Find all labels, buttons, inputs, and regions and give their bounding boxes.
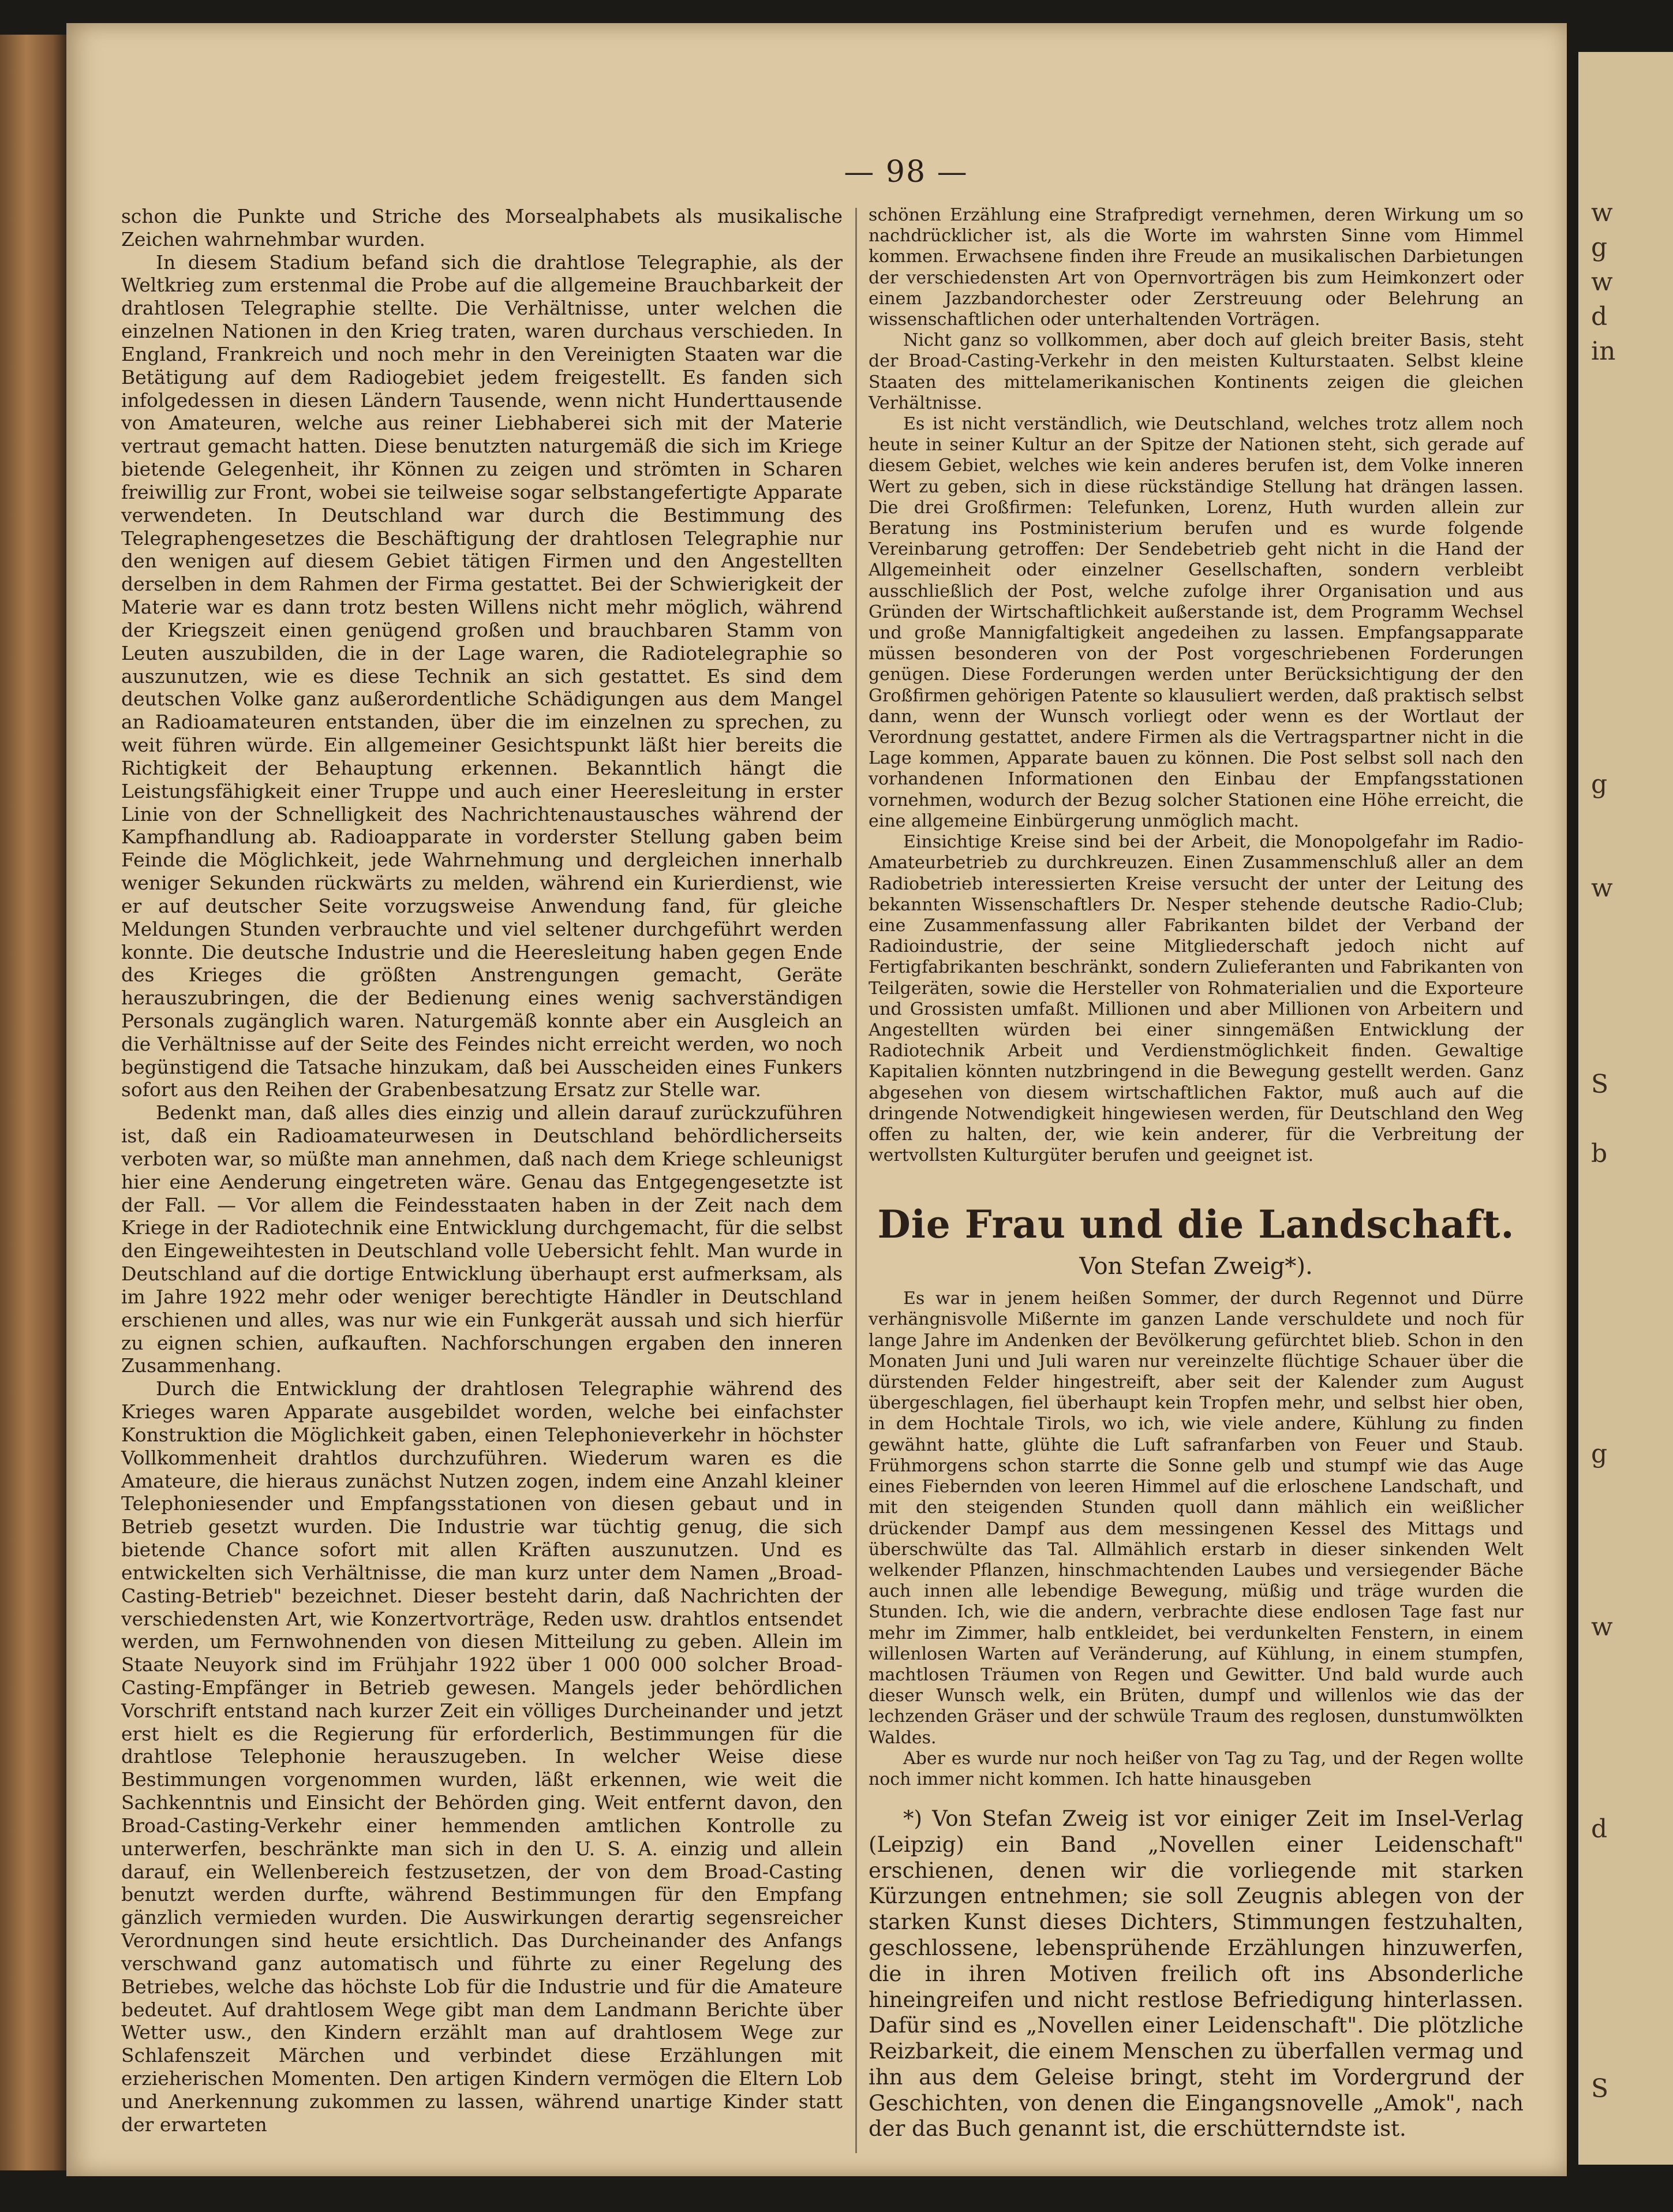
facing-page-fragment: g bbox=[1591, 769, 1608, 799]
article-paragraph: In diesem Stadium befand sich die drahtlose Telegraphie, als der Weltkrieg zum erstenmal die Probe auf die allgemeine Brauchbarkeit der drahtlosen Telegraphie stellte. Die Verhältnisse, unter welchen die einzelnen Nationen in den Krieg traten, waren durchaus verschieden. In England, Frankreich und noch mehr in den Vereinigten Staaten war die Betätigung auf dem Radiogebiet jedem freigestellt. Es fanden sich infolgedessen in diesen Ländern Tausende, wenn nicht Hunderttausende von Amateuren, welche aus reiner Liebhaberei sich mit der Materie vertraut gemacht hatten. Diese benutzten naturgemäß die sich im Kriege bietende Gelegenheit, ihr Können zu zeigen und strömten in Scharen freiwillig zur Front, wobei sie teilweise sogar selbstangefertigte Apparate verwendeten. In Deutschland war durch die Bestimmung des Telegraphengesetzes die Beschäftigung der drahtlosen Telegraphie nur den wenigen auf diesem Gebiet tätigen Firmen und den Angestellten derselben in dem Rahmen der Firma gestattet. Bei der Schwierigkeit der Materie war es dann trotz besten Willens nicht mehr möglich, während der Kriegszeit einen genügend großen und brauchbaren Stamm von Leuten auszubilden, die in der Lage waren, die Radiotelegraphie so auszunutzen, wie es diese Technik an sich gestattet. Es sind dem deutschen Volke ganz außerordentliche Schädigungen aus dem Mangel an Radioamateuren entstanden, über die im einzelnen zu sprechen, zu weit führen würde. Ein allgemeiner Gesichtspunkt läßt hier bereits die Richtigkeit der Behauptung erkennen. Bekanntlich hängt die Leistungsfähigkeit einer Truppe und auch einer Heeresleitung in erster Linie von der Schnelligkeit des Nachrichtenaustausches während der Kampfhandlung ab. Radioapparate in vorderster Stellung gaben beim Feinde die Möglichkeit, jede Wahrnehmung und dergleichen innerhalb weniger Sekunden rückwärts zu melden, während ein Kurierdienst, wie er auf deutscher Seite vorzugsweise Anwendung fand, für gleiche Meldungen Stunden verbrauchte und viel seltener durchgeführt werden konnte. Die deutsche Industrie und die Heeresleitung haben gegen Ende des Krieges die größten Anstrengungen gemacht, Geräte herauszubringen, die der Bedienung eines wenig sachverständigen Personals zugänglich waren. Naturgemäß konnte aber ein Ausgleich an die Verhältnisse auf der Seite des Feindes nicht erreicht werden, wo noch begünstigend die Tatsache hinzukam, daß bei Ausscheiden eines Funkers sofort aus den Reihen der Grabenbesatzung Ersatz zur Stelle war. bbox=[121, 251, 843, 1101]
article-paragraph: Bedenkt man, daß alles dies einzig und allein darauf zurückzuführen ist, daß ein Radioamateurwesen in Deutschland behördlicherseits verboten war, so müßte man annehmen, daß nach dem Kriege schleunigst hier eine Aenderung eingetreten wäre. Genau das Entgegengesetzte ist der Fall. — Vor allem die Feindesstaaten haben in der Zeit nach dem Kriege in der Radiotechnik eine Entwicklung durchgemacht, für die selbst den Eingeweihtesten in Deutschland volle Uebersicht fehlt. Man wurde in Deutschland auf die dortige Entwicklung überhaupt erst aufmerksam, als im Jahre 1922 mehr oder weniger berechtigte Händler in Deutschland erschienen und alles, was nur wie ein Funkgerät aussah und sich hierfür zu eignen schien, aufkauften. Nachforschungen ergaben den inneren Zusammenhang. bbox=[121, 1101, 843, 1377]
book-spine bbox=[0, 35, 66, 2170]
facing-page-fragment: b bbox=[1591, 1139, 1608, 1168]
footnote-separator bbox=[869, 1790, 1524, 1806]
facing-page-fragment: w bbox=[1591, 267, 1613, 297]
facing-page-fragment: S bbox=[1591, 1070, 1609, 1099]
footnote: *) Von Stefan Zweig ist vor einiger Zeit im Insel-Verlag (Leipzig) ein Band „Novellen einer Leidenschaft" erschienen, denen wir die vorliegende mit starken Kürzungen entnehmen; sie soll Zeugnis ablegen von der starken Kunst dieses Dichters, Stimmungen festzuhalten, geschlossene, lebensprühende Erzählungen hinzuwerfen, die in ihren Motiven freilich oft ins Absonderliche hineingreifen und nicht restlose Befriedigung hinterlassen. Dafür sind es „Novellen einer Leidenschaft". Die plötzliche Reizbarkeit, die einem Menschen zu überfallen vermag und ihn aus dem Geleise bringt, steht im Vordergrund der Geschichten, von denen die Eingangsnovelle „Amok", nach der das Buch genannt ist, die erschütterndste ist. bbox=[869, 1806, 1524, 2142]
facing-page-fragment: d bbox=[1591, 302, 1608, 331]
article-paragraph: Nicht ganz so vollkommen, aber doch auf gleich breiter Basis, steht der Broad-Casting-Verkehr in den meisten Kulturstaaten. Selbst kleine Staaten des mittelamerikanischen Kontinents zeigen die gleichen Verhältnisse. bbox=[869, 330, 1524, 413]
facing-page-fragment: g bbox=[1591, 233, 1608, 262]
facing-page-fragment: S bbox=[1591, 2074, 1609, 2103]
column-rule bbox=[855, 208, 857, 2153]
right-column bbox=[869, 205, 1524, 2142]
story-paragraph: Aber es wurde nur noch heißer von Tag zu Tag, und der Regen wollte noch immer nicht kommen. Ich hatte hinausgeben bbox=[869, 1748, 1524, 1789]
article-paragraph: Einsichtige Kreise sind bei der Arbeit, die Monopolgefahr im Radio-Amateurbetrieb zu durchkreuzen. Einen Zusammenschluß aller an dem Radiobetrieb interessierten Kreise versucht der unter der Leitung des bekannten Wissenschaftlers Dr. Nesper stehende deutsche Radio-Club; eine Zusammenfassung aller Fabrikanten bildet der Verband der Radioindustrie, der seine Mitgliederschaft jedoch nicht auf Fertigfabrikanten beschränkt, sondern Zulieferanten und Fabrikanten von Teilgeräten, sowie die Hersteller von Rohmaterialien und die Exporteure und Grossisten umfaßt. Millionen und aber Millionen von Arbeitern und Angestellten würden bei einer sinngemäßen Entwicklung der Radiotechnik Arbeit und Verdienstmöglichkeit finden. Gewaltige Kapitalien könnten nutzbringend in die Bewegung gestellt werden. Ganz abgesehen von diesem wirtschaftlichen Faktor, muß auch auf die dringende Notwendigkeit hingewiesen werden, für Deutschland den Weg offen zu halten, der, wie kein anderer, für die Verbreitung der wertvollsten Kulturgüter berufen und geeignet ist. bbox=[869, 832, 1524, 1166]
article-paragraph: Es ist nicht verständlich, wie Deutschland, welches trotz allem noch heute in seiner Kultur an der Spitze der Nationen steht, sich gerade auf diesem Gebiet, welches wie kein anderes berufen ist, dem Volke inneren Wert zu geben, sich in diese rückständige Stellung hat drängen lassen. Die drei Großfirmen: Telefunken, Lorenz, Huth wurden allein zur Beratung ins Postministerium berufen und es wurde folgende Vereinbarung getroffen: Der Sendebetrieb geht nicht in die Hand der Allgemeinheit oder einzelner Gesellschaften, sondern verbleibt ausschließlich der Post, welche zufolge ihrer Organisation und aus Gründen der Wirtschaftlichkeit außerstande ist, dem Programm Wechsel und große Mannigfaltigkeit angedeihen zu lassen. Empfangsapparate müssen besonderen von der Post vorgeschriebenen Forderungen genügen. Diese Forderungen werden unter Berücksichtigung der den Großfirmen gehörigen Patente so klausuliert werden, daß praktisch selbst dann, wenn der Wunsch vorliegt oder wenn es der Wortlaut der Verordnung gestattet, andere Firmen als die Vertragspartner nicht in die Lage kommen, Apparate bauen zu können. Die Post selbst soll nach den vorhandenen Informationen den Einbau der Empfangsstationen vornehmen, wodurch der Bezug solcher Stationen eine Höhe erreicht, die eine allgemeine Einbürgerung unmöglich macht. bbox=[869, 414, 1524, 831]
left-column bbox=[121, 205, 843, 2136]
article-paragraph: Durch die Entwicklung der drahtlosen Telegraphie während des Krieges waren Apparate ausgebildet worden, welche bei einfachster Konstruktion die Möglichkeit gaben, einen Telephonieverkehr in höchster Vollkommenheit drahtlos durchzuführen. Wiederum waren es die Amateure, die hieraus zunächst Nutzen zogen, indem eine Anzahl kleiner Telephoniesender und Empfangsstationen von diesen gebaut und in Betrieb gesetzt wurden. Die Industrie war tüchtig genug, die sich bietende Chance sofort mit allen Kräften auszunutzen. Und es entwickelten sich Verhältnisse, die man kurz unter dem Namen „Broad-Casting-Betrieb" bezeichnet. Dieser besteht darin, daß Nachrichten der verschiedensten Art, wie Konzertvorträge, Reden usw. drahtlos entsendet werden, um Fernwohnenden von diesen Mitteilung zu geben. Allein im Staate Neuyork sind im Frühjahr 1922 über 1 000 000 solcher Broad-Casting-Empfänger in Betrieb gewesen. Mangels jeder behördlichen Vorschrift entstand nach kurzer Zeit ein völliges Durcheinander und jetzt erst hielt es die Regierung für erforderlich, Bestimmungen für die drahtlose Telephonie herauszugeben. In welcher Weise diese Bestimmungen vorgenommen wurden, läßt erkennen, wie weit die Sachkenntnis und Einsicht der Behörden ging. Weit entfernt davon, den Broad-Casting-Verkehr einer hemmenden amtlichen Kontrolle zu unterwerfen, beschränkte man sich in den U. S. A. einzig und allein darauf, ein Wellenbereich festzusetzen, der von dem Broad-Casting benutzt werden durfte, während Bestimmungen für den Empfang gänzlich vermieden wurden. Die Auswirkungen derartig segensreicher Verordnungen sind heute ersichtlich. Das Durcheinander des Anfangs verschwand ganz automatisch und führte zu einer Regelung des Betriebes, welche das höchste Lob für die Industrie und für die Amateure bedeutet. Auf drahtlosem Wege gibt man dem Landmann Berichte über Wetter usw., den Kindern erzählt man auf drahtlosem Wege zur Schlafenszeit Märchen und verbindet diese Erzählungen mit erzieherischen Momenten. Den artigen Kindern vermögen die Eltern Lob und Anerkennung zukommen zu lassen, während unartige Kinder statt der erwarteten bbox=[121, 1377, 843, 2136]
facing-page-fragment: w bbox=[1591, 873, 1613, 903]
facing-page-fragment: d bbox=[1591, 1814, 1608, 1844]
article-paragraph: schönen Erzählung eine Strafpredigt vernehmen, deren Wirkung um so nachdrücklicher ist, als die Worte im wahrsten Sinne vom Himmel kommen. Erwachsene finden ihre Freude an musikalischen Darbietungen der verschiedensten Art von Opernvorträgen bis zum Heimkonzert oder einem Jazzbandorchester oder Zerstreuung oder Belehrung an wissenschaftlichen oder unterhaltenden Vorträgen. bbox=[869, 205, 1524, 330]
facing-page-edge bbox=[1578, 52, 1673, 2165]
page-number: — 98 — bbox=[844, 155, 968, 189]
story-headline: Die Frau und die Landschaft. bbox=[877, 1202, 1515, 1247]
facing-page-fragment: g bbox=[1591, 1439, 1608, 1469]
article-paragraph: schon die Punkte und Striche des Morsealphabets als musikalische Zeichen wahrnehmbar wurden. bbox=[121, 205, 843, 251]
story-paragraph: Es war in jenem heißen Sommer, der durch Regennot und Dürre verhängnisvolle Mißernte im ganzen Lande verschuldete und noch für lange Jahre im Andenken der Bevölkerung gefürchtet blieb. Schon in den Monaten Juni und Juli waren nur vereinzelte flüchtige Schauer über die dürstenden Felder hingestreift, aber seit der Kalender zum August übergeschlagen, fiel überhaupt kein Tropfen mehr, und selbst hier oben, in dem Hochtale Tirols, wo ich, wie viele andere, Kühlung zu finden gewähnt hatte, glühte die Luft safranfarben von Feuer und Staub. Frühmorgens schon starrte die Sonne gelb und stumpf wie das Auge eines Fiebernden von leeren Himmel auf die erloschene Landschaft, und mit den steigenden Stunden quoll dann mählich ein weißlicher drückender Dampf aus dem messingenen Kessel des Mittags und überschwülte das Tal. Allmählich erstarb in dieser sinkenden Welt welkender Pflanzen, hinschmachtenden Laubes und versiegender Bäche auch innen alle lebendige Bewegung, müßig und träge wurden die Stunden. Ich, wie die andern, verbrachte diese endlosen Tage fast nur mehr im Zimmer, halb entkleidet, bei verdunkelten Fenstern, in einem willenlosen Warten auf Veränderung, auf Kühlung, in einem stumpfen, machtlosen Träumen von Regen und Gewitter. Und bald wurde auch dieser Wunsch welk, ein Brüten, dumpf und willenlos wie das der lechzenden Gräser und der schwüle Traum des reglosen, dunstumwölkten Waldes. bbox=[869, 1288, 1524, 1748]
story-byline: Von Stefan Zweig*). bbox=[1079, 1253, 1313, 1280]
facing-page-fragment: w bbox=[1591, 198, 1613, 227]
facing-page-fragment: w bbox=[1591, 1612, 1613, 1642]
facing-page-fragment: in bbox=[1591, 337, 1616, 366]
